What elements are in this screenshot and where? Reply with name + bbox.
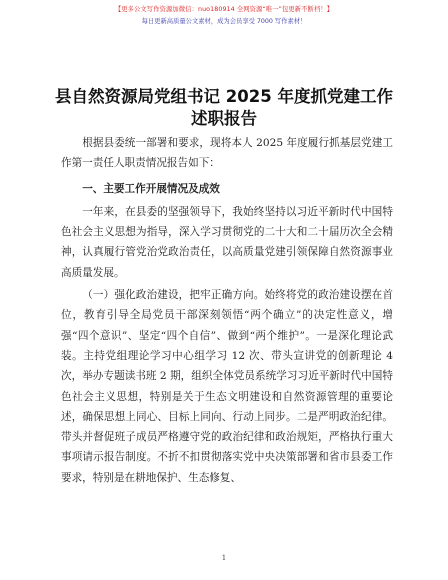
promo-line-2: 每日更新高质量公文素材，成为会员享受 7000 写作素材！ [141,18,307,25]
intro-paragraph: 根据县委统一部署和要求，现将本人 2025 年度履行抓基层党建工作第一责任人职责情况报告如下： [61,137,393,170]
section-heading: 一、主要工作开展情况及成效 [82,182,220,195]
promo-line-1: 【更多公文写作资源加微信：nuo180914 全网资源“唯一”包更新不断档！】 [114,6,334,13]
promo-banner [0,4,448,27]
body-paragraph-2: （一）强化政治建设，把牢正确方向。始终将党的政治建设摆在首位，教育引导全局党员干部深刻领悟“两个确立”的决定性意义，增强“四个意识”、坚定“四个自信”、做到“两个维护”。一是深化理论武装。主持党组理论学习中心组学习 12 次、带头宣讲党的创新理论 4 次，举办专题读书班 2 期，组织全体党员系统学习习近平新时代中国特色社会主义思想，特别是关于生态文明建设和自然资源管理的重要论述，确保思想上同心、目标上同向、行动上同步。二是严明政治纪律。带头并督促班子成员严格遵守党的政治纪律和政治规矩，严格执行重大事项请示报告制度。不折不扣贯彻落实党中央决策部署和省市县委工作要求，特别是在耕地保护、生态修复、 [61,289,393,484]
document-title: 县自然资源局党组书记 2025 年度抓党建工作述职报告 [55,87,393,128]
page-number: 1 [221,554,227,562]
body-paragraph-1: 一年来，在县委的坚强领导下，我始终坚持以习近平新时代中国特色社会主义思想为指导，深入学习贯彻党的二十大和二十届历次全会精神，认真履行管党治党政治责任，以高质量党建引领保障自然资源事业高质量发展。 [61,205,393,279]
document-body [61,133,393,488]
